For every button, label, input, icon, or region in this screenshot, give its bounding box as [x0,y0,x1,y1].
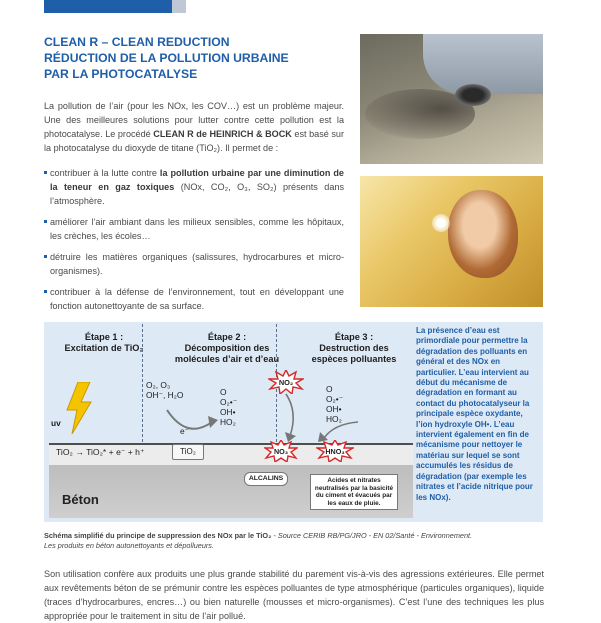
step-3-header [294,332,414,365]
woman-dandelion-photo [360,176,543,307]
closing-paragraph: Son utilisation confère aux produits une plus grande stabilité du parement vis-à-vis des agressions extérieures. Elle permet aux revêtements béton de se prémunir contre les espèces polluantes de type atmosphérique (particules organiques), liquide (traces d’hydrocarbures, encres…) ou bien naturelle (mousses et micro-organismes). C’est l’une des techniques les plus appropriée pour le traitement in situ de l’air pollué. [44,569,544,621]
step-2-header [152,332,302,365]
uv-label: uv [51,418,61,428]
product-o2: O₂•⁻ [220,397,238,407]
no3-label: NO₃ [273,447,289,456]
caption-line-1 [44,531,544,541]
diagram-caption [44,531,544,551]
step-2-title: Étape 2 : [207,332,247,342]
product-ho2: HO₂ [220,417,236,427]
list-item: détruire les matières organiques (salissures, hydrocarbures et micro-organismes). [44,250,344,278]
step-3-subtitle-2: espèces polluantes [311,354,397,364]
step-3-title: Étape 3 : [334,332,374,342]
woman-figure [448,190,518,278]
bullet-1-text: contribuer à la lutte contre [50,168,160,178]
electron-label: e⁻ [180,426,190,436]
no2-label: NO₂ [278,378,294,387]
hno3-label: HNO₃ [325,447,345,456]
header-grey-tab [172,0,186,13]
reactant-oh-h2o: OH⁻, H₂O [146,390,184,400]
alcalins-box: ALCALINS [244,472,288,486]
intro-text-1: La pollution de l’air (pour les NOx, les COV…) est un problème majeur. Une des meilleures solutions pour lutter contre cette pollution est la photocatalyse. Le procédé [44,101,344,139]
photocatalysis-diagram [44,322,543,522]
lightning-icon [64,382,94,434]
intro-paragraph [44,99,344,155]
neutralisation-note: Acides et nitrates neutralisés par la basicité du ciment et évacués par les eaux de pluie. [310,474,398,510]
product-oh: OH• [220,407,236,417]
step-3-oxidants [326,384,343,424]
car-exhaust-photo [360,34,543,164]
intro-text-2: est basé sur la photocatalyse du dioxyde de titane (TiO₂). Il permet de : [44,129,344,153]
title-line-1: CLEAN R – CLEAN REDUCTION [44,35,230,49]
step-2-products [220,387,237,427]
step-2-subtitle-2: molécules d’air et d’eau [174,354,280,364]
dandelion [432,214,450,232]
bullet-1-bold: la pollution urbaine par une diminution de la teneur en gaz toxiques [50,168,344,192]
tio2-box: TiO₂ [172,444,204,460]
caption-main: Schéma simplifié du principe de suppression des NOx par le TiO₂ [44,531,272,540]
step-2-subtitle-1: Décomposition des [184,343,270,353]
oxidant-ho2: HO₂ [326,414,342,424]
no2-arrow-icon [280,392,310,442]
title-line-2: RÉDUCTION DE LA POLLUTION URBAINE [44,51,289,65]
list-item: contribuer à la défense de l’environnement, tout en développant une fonction autonettoyante de sa surface. [44,285,344,313]
oxidant-oh: OH• [326,404,342,414]
header-color-bar [44,0,186,13]
step-2-reactants [146,380,183,400]
product-o: O [220,387,227,397]
water-note: La présence d’eau est primordiale pour permettre la dégradation des polluants en général et des NOx en particulier. L’eau intervient au début du mécanisme de dégradation en formant au contact du photocatalyseur la principale espèce oxydante, l’ion hydroxyle OH•. L’eau intervient également en fin de mécanisme pour nettoyer le matériau sur lequel se sont accumulés les résidus de dégradation (par exemple les nitrates et l’acide nitrique pour les NOx). [416,326,533,502]
oxidant-o: O [326,384,333,394]
exhaust-pipe [455,84,491,106]
intro-brand: CLEAN R de HEINRICH & BOCK [153,129,292,139]
list-item: améliorer l’air ambiant dans les milieux sensibles, comme les hôpitaux, les crèches, les écoles… [44,215,344,243]
bullet-1-post: (NOx, CO₂, O₃, SO₂) présents dans l’atmosphère. [50,182,344,206]
caption-source: - Source CERIB RB/PG/JRO - EN 02/Santé - Environnement. [271,531,473,540]
caption-line-2: Les produits en béton autonettoyants et dépollueurs. [44,541,214,550]
reaction-arrow-icon [162,400,222,440]
title-line-3: PAR LA PHOTOCATALYSE [44,67,198,81]
list-item [44,166,344,208]
reactant-o2-o3: O₂, O₃ [146,380,171,390]
step-1-title: Étape 1 : [84,332,124,342]
tio2-equation: TiO₂ → TiO₂* + e⁻ + h⁺ [56,447,145,457]
step-divider [142,324,143,442]
page-title [44,34,344,82]
concrete-label: Béton [62,492,99,507]
step-3-subtitle-1: Destruction des [319,343,389,353]
step-1-subtitle: Excitation de TiO₂ [64,343,144,353]
oxidant-o2: O₂•⁻ [326,394,344,404]
benefits-list [44,166,344,320]
